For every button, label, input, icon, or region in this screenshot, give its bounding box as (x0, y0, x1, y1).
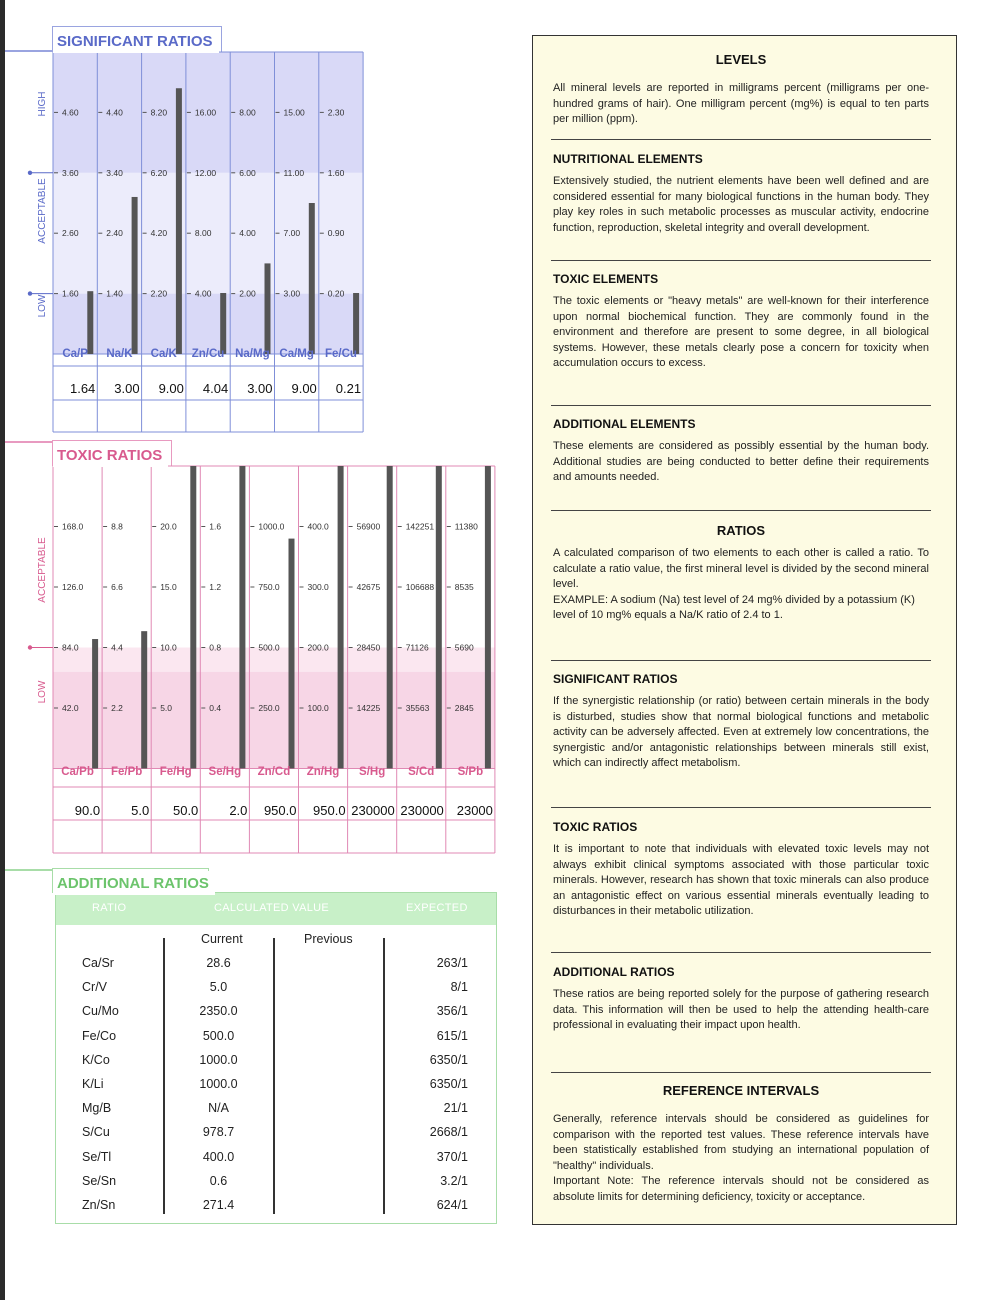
levels-title: LEVELS (715, 52, 767, 67)
tick-label: 2.20 (150, 288, 168, 299)
tick-label: 106688 (405, 582, 435, 592)
tick-label: 28450 (356, 642, 381, 653)
ratio-cell: K/Co (82, 1052, 110, 1067)
current-value-cell: 1000.0 (199, 1052, 238, 1067)
zone-label: LOW (37, 294, 48, 318)
header-expected: EXPECTED (406, 902, 468, 914)
zone-label: LOW (37, 680, 48, 704)
tick-label: 4.4 (111, 642, 123, 653)
ratio-value: 0.21 (335, 381, 362, 396)
tick-label: 0.90 (327, 228, 345, 239)
tick-label: 2.30 (327, 107, 345, 118)
ratio-cell: Ca/Sr (82, 956, 114, 970)
toxic-elements-title: TOXIC ELEMENTS (553, 272, 659, 286)
tick-label: 2845 (454, 703, 474, 713)
tick-label: 15.00 (283, 107, 305, 118)
current-value-cell: 400.0 (202, 1149, 235, 1164)
tick-label: 16.00 (194, 107, 217, 118)
explanations-panel (532, 35, 957, 1225)
ratio-value: 2.0 (229, 803, 248, 818)
ratio-value: 1.64 (69, 381, 96, 396)
tick-label: 4.00 (239, 228, 256, 239)
ratio-cell: S/Cu (82, 1125, 110, 1140)
tick-label: 6.20 (150, 167, 168, 178)
table-row (56, 1000, 496, 1024)
additional-ratios-heading: ADDITIONAL RATIOS (553, 965, 675, 979)
divider (551, 139, 931, 140)
reference-intervals-section (553, 1083, 929, 1205)
significant-ratios-text: If the synergistic relationship (or ratio) between certain minerals in the body is disturbed, studies show that normal biological functions and metabolic activity can be adversely affected. Even at extremely low concentrations, the synergistic and/or antagonistic relationships between minerals still exist, which can indirectly affect metabolism. (553, 695, 929, 769)
ratio-value: 230000 (400, 803, 444, 818)
ratio-value: 950.0 (263, 803, 297, 818)
header-calculated-value: CALCULATED VALUE (214, 902, 330, 914)
ratio-value: 3.00 (114, 381, 140, 396)
divider (551, 807, 931, 808)
tick-label: 12.00 (194, 167, 217, 178)
ratio-bar (190, 466, 196, 769)
ratio-name: Na/K (106, 348, 133, 360)
nutritional-title: NUTRITIONAL ELEMENTS (553, 152, 703, 166)
divider (551, 952, 931, 953)
levels-text: All mineral levels are reported in milligrams percent (milligrams per one-hundred grams of hair). One milligram percent (mg%) is equal to ten parts per million (ppm). (553, 82, 929, 125)
current-value-cell: 28.6 (206, 956, 231, 970)
table-row (56, 1073, 496, 1097)
tick-label: 42675 (356, 582, 381, 592)
reference-intervals-text: Generally, reference intervals should be considered as guidelines for comparison with the reported test values. These reference intervals have been statistically established from studying an international population of "healthy" individuals. (553, 1113, 929, 1172)
expected-value-cell: 615/1 (436, 1028, 468, 1043)
divider (551, 405, 931, 406)
table-row (56, 1025, 496, 1049)
additional-ratios-table (55, 892, 497, 1224)
table-row (56, 1194, 496, 1218)
levels-section (553, 52, 929, 128)
tick-label: 100.0 (307, 703, 329, 713)
ratio-value: 90.0 (74, 803, 101, 818)
ratio-value: 23000 (456, 803, 493, 818)
divider (551, 660, 931, 661)
reference-intervals-title: REFERENCE INTERVALS (662, 1083, 820, 1098)
divider (551, 260, 931, 261)
additional-elements-title: ADDITIONAL ELEMENTS (553, 417, 696, 431)
ratio-name: Fe/Pb (110, 766, 143, 778)
table-row (56, 1049, 496, 1073)
additional-table-header (56, 893, 496, 925)
current-value-cell: 500.0 (202, 1028, 235, 1043)
expected-value-cell: 6350/1 (429, 1077, 468, 1091)
current-value-cell: 0.6 (209, 1173, 228, 1188)
ratio-cell: Se/Tl (82, 1149, 112, 1164)
ratio-value: 4.04 (202, 381, 229, 396)
tick-label: 142251 (405, 521, 435, 532)
tick-label: 35563 (405, 703, 430, 713)
subheader-current: Current (201, 932, 243, 946)
additional-ratios-text: These ratios are being reported solely for the purpose of gathering research data. This information will then be used to help the attending health-care professional in evaluating their impact upon health. (553, 988, 929, 1031)
tick-label: 500.0 (258, 642, 280, 653)
zone-band (53, 672, 495, 769)
tick-label: 0.20 (327, 288, 345, 299)
nutritional-text: Extensively studied, the nutrient elements have been well defined and are considered essential for many biological functions in the human body. They play key roles in such metabolic processes as muscular activity, endocrine function, reproduction, skeletal integrity and overall development. (553, 175, 929, 234)
tick-label: 5.0 (160, 703, 173, 713)
subheader-previous: Previous (304, 932, 353, 946)
additional-title-rule (5, 869, 53, 871)
tick-label: 5690 (454, 642, 474, 653)
ratio-bar (436, 466, 442, 769)
ratio-bar (485, 466, 491, 769)
tick-label: 15.0 (160, 582, 177, 592)
ratios-text: A calculated comparison of two elements to each other is called a ratio. To calculate a ratio value, the first mineral level is divided by the second mineral level. (553, 547, 929, 590)
toxic-ratios-heading: TOXIC RATIOS (553, 820, 638, 834)
tick-label: 8.8 (111, 521, 123, 532)
table-row (56, 976, 496, 1000)
zone-label: ACCEPTABLE (37, 537, 48, 603)
ratio-bar (239, 466, 245, 769)
ratio-bar (141, 631, 147, 768)
ratio-bar (289, 539, 295, 769)
tick-label: 200.0 (307, 642, 329, 653)
current-value-cell: 5.0 (209, 980, 228, 995)
tick-label: 8.00 (239, 107, 256, 118)
significant-ratios-heading: SIGNIFICANT RATIOS (553, 672, 678, 686)
ratio-name: Zn/Cu (191, 348, 225, 360)
ratio-name: Ca/P (62, 348, 88, 360)
current-value-cell: 271.4 (202, 1198, 235, 1212)
expected-value-cell: 6350/1 (429, 1052, 468, 1067)
tick-label: 3.40 (106, 167, 123, 178)
table-row (56, 1121, 496, 1145)
tick-label: 126.0 (62, 582, 84, 592)
tick-label: 6.00 (239, 167, 256, 178)
current-value-cell: 1000.0 (199, 1077, 238, 1091)
tick-label: 42.0 (62, 703, 79, 713)
tick-label: 750.0 (258, 582, 280, 592)
tick-label: 1.2 (209, 582, 222, 592)
ratio-value: 230000 (351, 803, 395, 818)
tick-label: 400.0 (307, 521, 329, 532)
tick-label: 1000.0 (258, 521, 285, 532)
tick-label: 4.40 (106, 107, 123, 118)
tick-label: 300.0 (307, 582, 329, 592)
expected-value-cell: 2668/1 (429, 1125, 468, 1140)
significant-ratios-title: SIGNIFICANT RATIOS (53, 29, 219, 53)
ratio-bar (338, 466, 344, 769)
ratio-name: Na/Mg (235, 348, 270, 360)
toxic-ratios-chart (0, 0, 500, 860)
tick-label: 4.20 (150, 228, 168, 239)
tick-label: 1.6 (209, 521, 222, 532)
tick-label: 8.20 (150, 107, 168, 118)
current-value-cell: 978.7 (202, 1125, 235, 1140)
ratio-value: 9.00 (158, 381, 184, 396)
divider (551, 1072, 931, 1073)
toxic-ratios-section (553, 820, 929, 920)
tick-label: 0.8 (209, 642, 222, 653)
tick-label: 3.00 (283, 288, 301, 299)
ratio-name: S/Hg (359, 766, 386, 778)
tick-label: 1.60 (62, 288, 79, 299)
expected-value-cell: 370/1 (436, 1149, 468, 1164)
ratio-name: Fe/Cu (324, 348, 357, 360)
tick-label: 168.0 (62, 521, 84, 532)
tick-label: 0.4 (209, 703, 222, 713)
ratios-title: RATIOS (716, 523, 766, 538)
current-value-cell: 2350.0 (199, 1004, 238, 1019)
ratio-name: Ca/K (150, 348, 177, 360)
toxic-elements-text: The toxic elements or "heavy metals" are well-known for their interference upon normal biochemical function. They are commonly found in the environment and therefore are present to some degree, in all biological systems. However, these metals clearly pose a concern for toxicity when accumulation occurs to excess. (553, 295, 929, 369)
tick-label: 8535 (454, 582, 474, 592)
ratios-example: EXAMPLE: A sodium (Na) test level of 24 mg% divided by a potassium (K) level of 10 mg% equals a Na/K ratio of 2.4 to 1. (553, 593, 915, 621)
tick-label: 2.40 (106, 228, 123, 239)
ratios-section (553, 523, 929, 624)
additional-ratios-section (553, 965, 929, 1034)
tick-label: 8.00 (194, 228, 212, 239)
significant-ratios-section (553, 672, 929, 772)
ratio-cell: Cr/V (82, 980, 107, 995)
expected-value-cell: 356/1 (436, 1004, 468, 1019)
divider (551, 510, 931, 511)
ratio-name: Ca/Mg (279, 348, 314, 360)
expected-value-cell: 624/1 (436, 1198, 468, 1212)
tick-label: 56900 (356, 521, 381, 532)
toxic-elements-section (553, 272, 929, 372)
additional-elements-section (553, 417, 929, 486)
zone-label: ACCEPTABLE (37, 178, 48, 244)
ratio-name: Se/Hg (208, 766, 242, 778)
tick-label: 6.6 (111, 582, 123, 592)
expected-value-cell: 21/1 (443, 1101, 468, 1116)
tick-label: 250.0 (258, 703, 280, 713)
tick-label: 2.2 (111, 703, 123, 713)
tick-label: 2.60 (62, 228, 79, 239)
ratio-cell: Cu/Mo (82, 1004, 119, 1019)
tick-label: 71126 (405, 642, 429, 653)
ratio-cell: Zn/Sn (82, 1198, 116, 1212)
table-row (56, 1097, 496, 1121)
tick-label: 14225 (356, 703, 381, 713)
current-value-cell: N/A (208, 1101, 229, 1116)
range-marker-dot (28, 645, 32, 649)
ratio-value: 3.00 (247, 381, 273, 396)
tick-label: 84.0 (62, 642, 79, 653)
ratio-value: 9.00 (291, 381, 317, 396)
zone-band (53, 466, 495, 648)
zone-label: HIGH (37, 91, 48, 117)
tick-label: 4.00 (194, 288, 212, 299)
ratio-bar (387, 466, 393, 769)
ratio-cell: Se/Sn (82, 1173, 117, 1188)
tick-label: 4.60 (62, 107, 79, 118)
additional-elements-text: These elements are considered as possibly essential by the human body. Additional studies are being conducted to better define their requirements and amounts needed. (553, 440, 929, 483)
toxic-ratios-title: TOXIC RATIOS (53, 443, 168, 467)
tick-label: 3.60 (62, 167, 79, 178)
table-row (56, 1146, 496, 1170)
tick-label: 10.0 (160, 642, 177, 653)
nutritional-section (553, 152, 929, 236)
reference-intervals-note: Important Note: The reference intervals should not be considered as absolute limits for determining deficiency, toxicity or acceptance. (553, 1175, 929, 1203)
expected-value-cell: 8/1 (450, 980, 468, 995)
table-row (56, 952, 496, 976)
ratio-name: Zn/Cd (257, 766, 291, 778)
ratio-cell: K/Li (82, 1077, 104, 1091)
tick-label: 7.00 (283, 228, 301, 239)
tick-label: 1.60 (327, 167, 345, 178)
expected-value-cell: 3.2/1 (440, 1173, 468, 1188)
ratio-bar (92, 639, 98, 768)
header-ratio: RATIO (92, 902, 127, 914)
ratio-name: Zn/Hg (306, 766, 340, 778)
ratio-value: 5.0 (131, 803, 150, 818)
additional-ratios-title: ADDITIONAL RATIOS (53, 871, 215, 895)
toxic-ratios-text: It is important to note that individuals with elevated toxic levels may not always exhibit clinical symptoms associated with those particular toxic minerals. However, research has shown that toxic minerals can also produce an antagonistic effect on various essential minerals eventually leading to disturbances in their metabolic utilization. (553, 843, 929, 917)
tick-label: 11380 (454, 521, 478, 532)
ratio-value: 50.0 (172, 803, 199, 818)
tick-label: 1.40 (106, 288, 123, 299)
ratio-cell: Fe/Co (82, 1028, 117, 1043)
expected-value-cell: 263/1 (436, 956, 468, 970)
ratio-name: S/Cd (408, 766, 435, 778)
ratio-cell: Mg/B (82, 1101, 112, 1116)
tick-label: 20.0 (160, 521, 177, 532)
tick-label: 11.00 (283, 167, 305, 178)
ratio-name: Fe/Hg (159, 766, 192, 778)
ratio-value: 950.0 (313, 803, 346, 818)
ratio-name: S/Pb (457, 766, 484, 778)
ratio-name: Ca/Pb (61, 766, 94, 778)
tick-label: 2.00 (239, 288, 256, 299)
table-row (56, 1170, 496, 1194)
